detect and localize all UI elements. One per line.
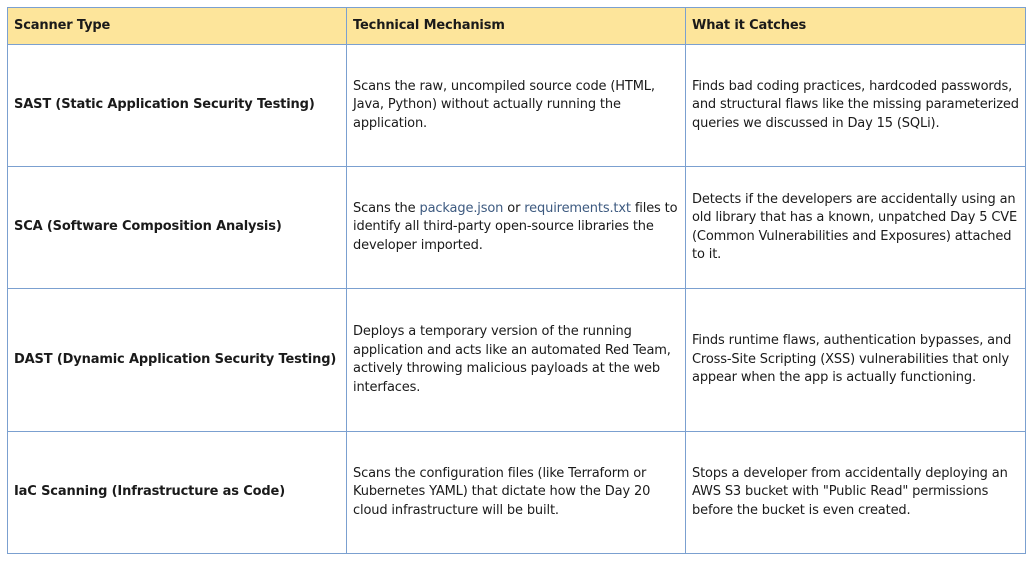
mechanism-text-after: files to identify all third-party open-source libraries the developer imported.	[353, 200, 678, 253]
catches-cell: Finds bad coding practices, hardcoded passwords, and structural flaws like the missing parameterized queries we discussed in Day 15 (SQLi).	[686, 45, 1026, 167]
scanner-type-cell: IaC Scanning (Infrastructure as Code)	[8, 432, 347, 554]
header-technical-mechanism: Technical Mechanism	[347, 8, 686, 45]
catches-cell: Detects if the developers are accidentally using an old library that has a known, unpatched Day 5 CVE (Common Vulnerabilities and Exposures) attached to it.	[686, 167, 1026, 289]
mechanism-cell	[347, 167, 686, 289]
table-row	[8, 432, 1026, 554]
catches-cell: Finds runtime flaws, authentication bypasses, and Cross-Site Scripting (XSS) vulnerabilities that only appear when the app is actually functioning.	[686, 289, 1026, 432]
mechanism-text-before: Scans the	[353, 200, 420, 216]
table-row	[8, 45, 1026, 167]
mechanism-cell: Scans the configuration files (like Terraform or Kubernetes YAML) that dictate how the Day 20 cloud infrastructure will be built.	[347, 432, 686, 554]
table-row	[8, 289, 1026, 432]
scanner-comparison-table-container	[7, 7, 1026, 554]
mechanism-text-between: or	[503, 200, 525, 216]
mechanism-cell: Scans the raw, uncompiled source code (HTML, Java, Python) without actually running the application.	[347, 45, 686, 167]
table-row	[8, 167, 1026, 289]
scanner-type-cell: DAST (Dynamic Application Security Testing)	[8, 289, 347, 432]
scanner-type-cell: SCA (Software Composition Analysis)	[8, 167, 347, 289]
header-what-it-catches: What it Catches	[686, 8, 1026, 45]
scanner-type-cell: SAST (Static Application Security Testing)	[8, 45, 347, 167]
header-scanner-type: Scanner Type	[8, 8, 347, 45]
table-header-row	[8, 8, 1026, 45]
scanner-comparison-table	[7, 7, 1026, 554]
mechanism-cell: Deploys a temporary version of the running application and acts like an automated Red Team, actively throwing malicious payloads at the web interfaces.	[347, 289, 686, 432]
catches-cell: Stops a developer from accidentally deploying an AWS S3 bucket with "Public Read" permissions before the bucket is even created.	[686, 432, 1026, 554]
requirements-txt-filename: requirements.txt	[524, 200, 631, 216]
package-json-filename: package.json	[419, 200, 504, 216]
